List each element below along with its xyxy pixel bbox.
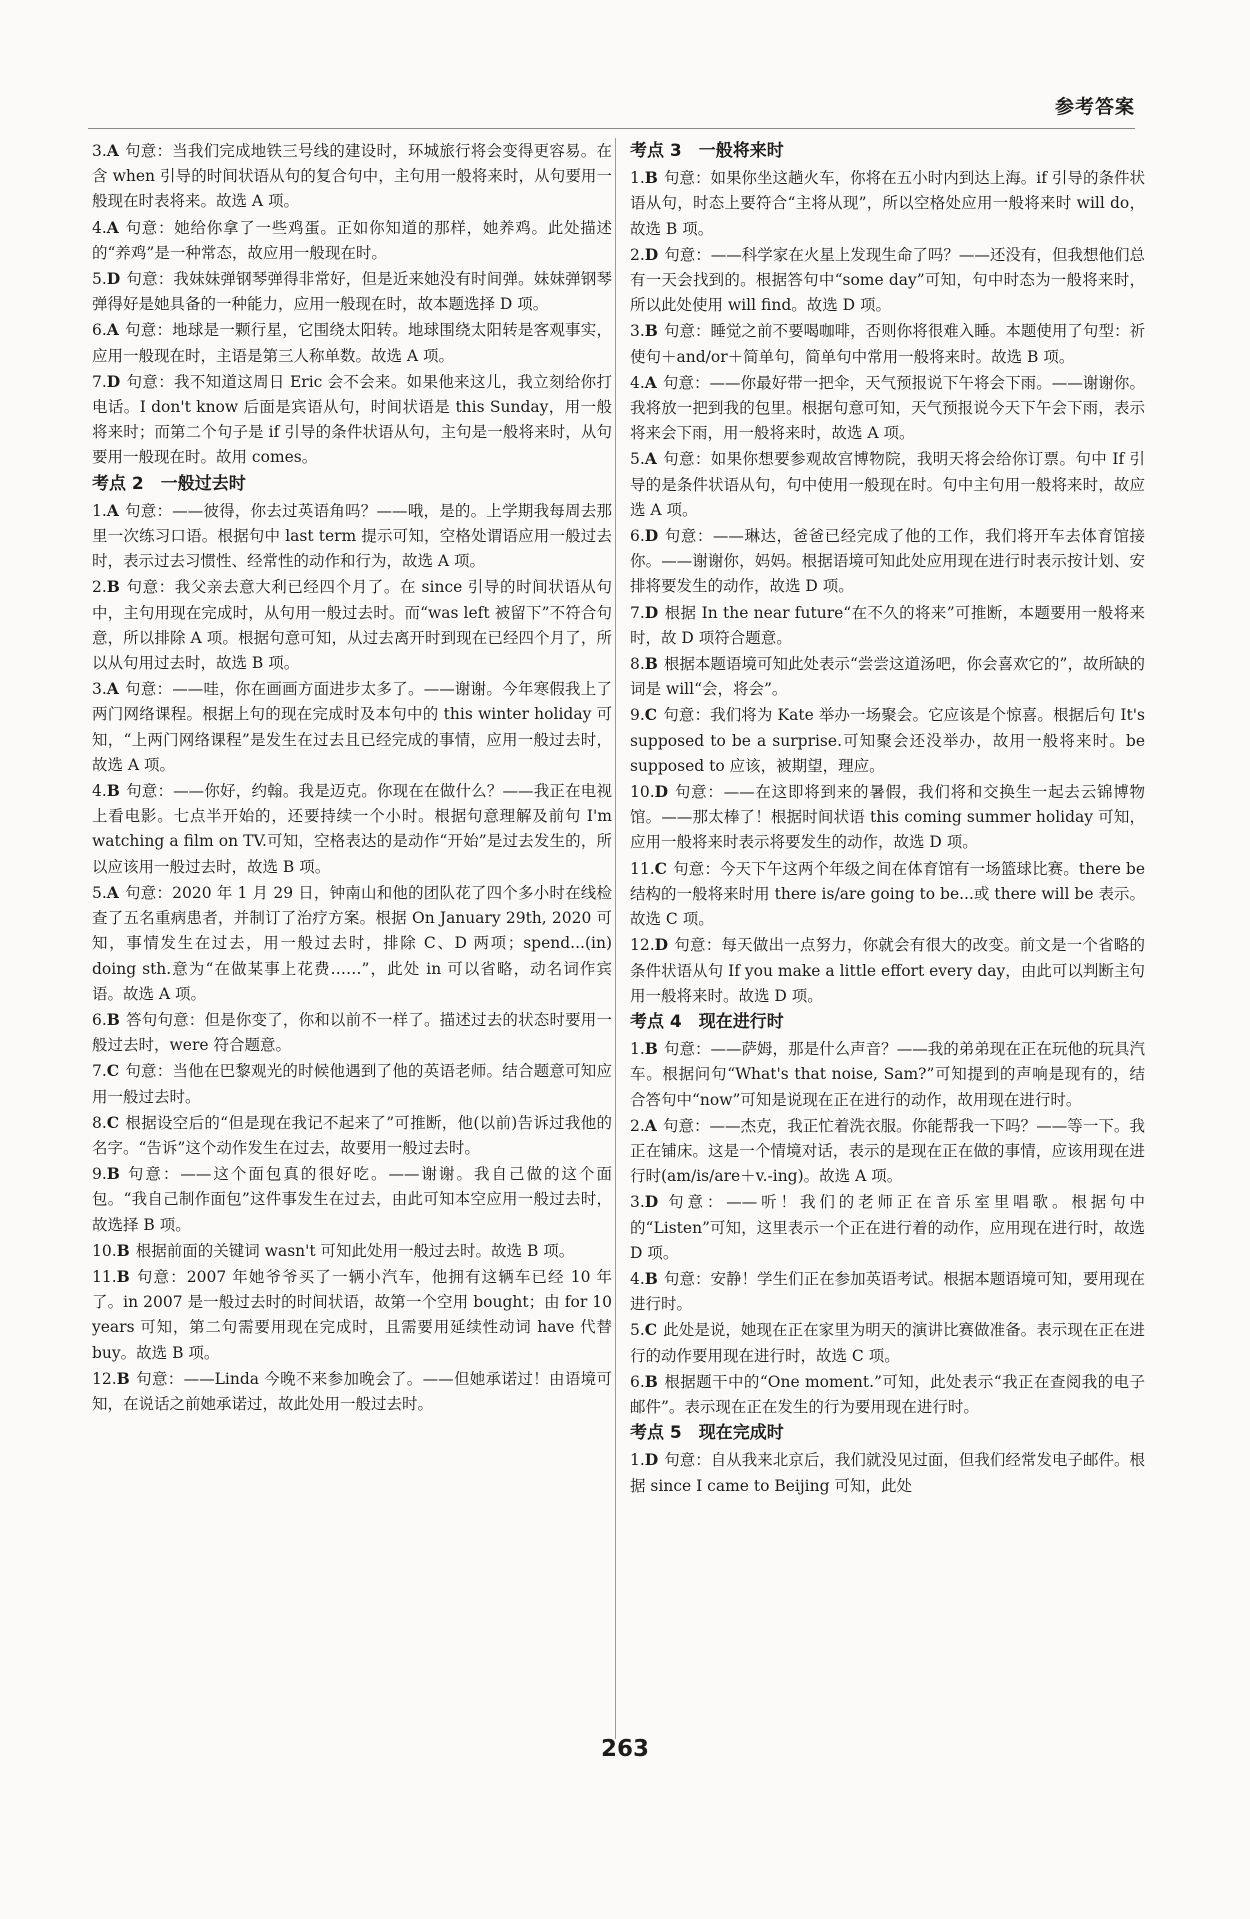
question-number: 4. <box>630 373 645 392</box>
answer-item <box>92 1058 612 1109</box>
answer-letter: A <box>644 372 657 392</box>
explanation-text: 句意：地球是一颗行星，它围绕太阳转。地球围绕太阳转是客观事实，应用一般现在时，主语是第三人称单数。故选 A 项。 <box>92 321 612 365</box>
answer-letter: D <box>106 269 121 289</box>
question-number: 2. <box>630 1116 645 1135</box>
explanation-text: 句意：睡觉之前不要喝咖啡，否则你将很难入睡。本题使用了句型：祈使句＋and/or＋简单句，简单句中常用一般将来时。故选 B 项。 <box>630 322 1145 366</box>
question-number: 9. <box>630 706 645 725</box>
question-number: 3. <box>630 322 645 341</box>
answer-item <box>630 242 1145 319</box>
answer-letter: B <box>644 321 658 341</box>
answer-item <box>630 856 1145 933</box>
explanation-text: 句意：——科学家在火星上发现生命了吗？——还没有，但我想他们总有一天会找到的。根据答句中“some day”可知，句中时态为一般将来时，所以此处使用 will find。故选 D 项。 <box>630 245 1145 315</box>
answer-letter: B <box>106 1164 120 1184</box>
explanation-text: 根据设空后的“但是现在我记不起来了”可推断，他(以前)告诉过我他的名字。“告诉”这个动作发生在过去，故要用一般过去时。 <box>92 1113 612 1157</box>
explanation-text: 此处是说，她现在正在家里为明天的演讲比赛做准备。表示现在正在进行的动作要用现在进行时，故选 C 项。 <box>630 1321 1145 1365</box>
question-number: 2. <box>92 578 107 597</box>
answer-letter: D <box>644 602 659 622</box>
explanation-text: 根据 In the near future“在不久的将来”可推断，本题要用一般将来时，故 D 项符合题意。 <box>630 603 1145 647</box>
answer-item <box>92 880 612 1007</box>
answer-item <box>92 498 612 575</box>
question-number: 1. <box>630 1451 645 1470</box>
answer-item <box>92 778 612 880</box>
answer-item <box>92 1264 612 1366</box>
explanation-text: 句意：2020 年 1 月 29 日，钟南山和他的团队花了四个多小时在线检查了五名重病患者，并制订了治疗方案。根据 On January 29th, 2020 可知，事情发生在过去，用一般过去时，排除 C、D 两项；spend...(in) doing sth.意为“在做某事上花费……”，此处 in 可以省略，动名词作宾语。故选 A 项。 <box>92 883 612 1003</box>
answer-letter: D <box>654 935 669 955</box>
answer-item <box>630 1036 1145 1113</box>
answer-item <box>92 1366 612 1417</box>
answer-item <box>92 1007 612 1058</box>
question-number: 4. <box>92 782 107 801</box>
question-number: 2. <box>630 245 645 264</box>
question-number: 3. <box>630 1193 645 1212</box>
answer-item <box>630 1317 1145 1368</box>
answer-item <box>92 1238 612 1264</box>
answer-item <box>630 932 1145 1009</box>
answer-letter: C <box>644 705 658 725</box>
question-number: 7. <box>630 603 645 622</box>
answer-item <box>630 1189 1145 1266</box>
question-number: 1. <box>92 501 107 520</box>
answer-item <box>630 600 1145 651</box>
explanation-text: 句意：当我们完成地铁三号线的建设时，环城旅行将会变得更容易。在含 when 引导的时间状语从句的复合句中，主句用一般将来时，从句要用一般现在时表将来。故选 A 项。 <box>92 142 612 211</box>
answer-item <box>92 676 612 778</box>
answer-item <box>630 523 1145 600</box>
answer-letter: B <box>644 1371 658 1391</box>
explanation-text: 句意：——哇，你在画画方面进步太多了。——谢谢。今年寒假我上了两门网络课程。根据上句的现在完成时及本句中的 this winter holiday 可知，“上两门网络课程”是发生在过去且已经完成的事情，应用一般过去时，故选 A 项。 <box>92 680 612 774</box>
explanation-text: 句意：——彼得，你去过英语角吗？——哦，是的。上学期我每周去那里一次练习口语。根据句中 last term 提示可知，空格处谓语应用一般过去时，表示过去习惯性、经常性的动作和行为，故选 A 项。 <box>92 501 612 571</box>
question-number: 6. <box>630 527 645 546</box>
question-number: 5. <box>630 1321 645 1340</box>
question-number: 4. <box>92 218 107 237</box>
explanation-text: 句意：如果你想要参观故宫博物院，我明天将会给你订票。句中 If 引导的是条件状语从句，句中使用一般现在时。句中主句用一般将来时，故应选 A 项。 <box>630 450 1145 519</box>
section-heading: 考点 2 一般过去时 <box>92 473 246 494</box>
answer-letter: B <box>106 781 120 801</box>
answer-letter: C <box>106 1112 120 1132</box>
answer-letter: A <box>644 1115 657 1135</box>
answer-item <box>630 1447 1145 1498</box>
question-number: 10. <box>92 1241 117 1260</box>
answer-letter: C <box>654 858 667 878</box>
answer-letter: D <box>644 526 659 546</box>
answer-letter: C <box>644 1320 658 1340</box>
explanation-text: 句意：2007 年她爷爷买了一辆小汽车，他拥有这辆车已经 10 年了。in 2007 是一般过去时的时间状语，故第一个空用 bought；由 for 10 years 可知，第二句需要用现在完成时，且需要用延续性动词 have 代替 buy。故选 B 项。 <box>92 1267 612 1362</box>
answer-item <box>92 1161 612 1238</box>
explanation-text: 句意：她给你拿了一些鸡蛋。正如你知道的那样，她养鸡。此处描述的“养鸡”是一种常态，故应用一般现在时。 <box>92 218 612 262</box>
answer-letter: D <box>106 371 121 391</box>
section-heading: 考点 4 现在进行时 <box>630 1011 784 1032</box>
answer-letter: A <box>106 882 119 902</box>
answer-item <box>630 1369 1145 1420</box>
explanation-text: 句意：我父亲去意大利已经四个月了。在 since 引导的时间状语从句中，主句用现在完成时，从句用一般过去时。而“was left 被留下”不符合句意，所以排除 A 项。根据句意可知，从过去离开时到现在已经四个月了，所以从句用过去时，故选 B 项。 <box>92 578 612 673</box>
page-number: 263 <box>600 1736 649 1762</box>
answer-item <box>630 1266 1145 1317</box>
answer-item <box>92 138 612 215</box>
answer-item <box>92 1110 612 1161</box>
explanation-text: 句意：今天下午这两个年级之间在体育馆有一场篮球比赛。there be 结构的一般将来时用 there is/are going to be...或 there will be 表示。故选 C 项。 <box>630 859 1145 929</box>
explanation-text: 句意：每天做出一点努力，你就会有很大的改变。前文是一个省略的条件状语从句 If you make a little effort every day，由此可以判断主句用一般将来时。故选 D 项。 <box>630 936 1145 1005</box>
answer-letter: D <box>644 244 659 264</box>
answer-item <box>92 215 612 266</box>
explanation-text: 句意：自从我来北京后，我们就没见过面，但我们经常发电子邮件。根据 since I came to Beijing 可知，此处 <box>630 1451 1145 1495</box>
question-number: 1. <box>630 169 645 188</box>
question-number: 6. <box>92 321 107 340</box>
explanation-text: 句意：——听！我们的老师正在音乐室里唱歌。根据句中的“Listen”可知，这里表示一个正在进行着的动作，应用现在进行时，故选 D 项。 <box>630 1193 1145 1262</box>
question-number: 6. <box>630 1372 645 1391</box>
column-divider <box>615 138 616 1739</box>
explanation-text: 句意：当他在巴黎观光的时候他遇到了他的英语老师。结合题意可知应用一般过去时。 <box>92 1062 612 1106</box>
answer-item <box>630 1113 1145 1190</box>
explanation-text: 答句句意：但是你变了，你和以前不一样了。描述过去的状态时要用一般过去时，were 符合题意。 <box>92 1010 612 1055</box>
answer-letter: B <box>644 168 658 188</box>
answer-item <box>630 165 1145 242</box>
answer-item <box>92 266 612 317</box>
question-number: 8. <box>630 655 645 674</box>
answer-letter: B <box>644 1268 658 1288</box>
question-number: 6. <box>92 1010 107 1029</box>
answer-letter: B <box>106 1009 120 1029</box>
explanation-text: 句意：——你好，约翰。我是迈克。你现在在做什么？——我正在电视上看电影。七点半开始的，还要持续一个小时。根据句意理解及前句 I'm watching a film on TV.可知，空格表达的是动作“开始”是过去发生的，所以应该用一般过去时，故选 B 项。 <box>92 782 612 876</box>
question-number: 8. <box>92 1113 107 1132</box>
question-number: 11. <box>92 1267 117 1286</box>
answer-item <box>630 702 1145 779</box>
answer-item <box>630 318 1145 369</box>
explanation-text: 句意：——Linda 今晚不来参加晚会了。——但她承诺过！由语境可知，在说话之前她承诺过，故此处用一般过去时。 <box>92 1369 612 1413</box>
answer-letter: C <box>106 1061 120 1081</box>
question-number: 5. <box>92 883 107 902</box>
right-column <box>630 138 1145 1499</box>
answer-letter: D <box>644 1450 659 1470</box>
question-number: 3. <box>92 142 107 160</box>
explanation-text: 根据本题语境可知此处表示“尝尝这道汤吧，你会喜欢它的”，故所缺的词是 will“会，将会”。 <box>630 655 1145 699</box>
explanation-text: 句意：——你最好带一把伞，天气预报说下午将会下雨。——谢谢你。我将放一把到我的包里。根据句意可知，天气预报说今天下午会下雨，表示将来会下雨，用一般将来时，故选 A 项。 <box>630 373 1145 443</box>
left-column <box>92 138 612 1417</box>
explanation-text: 根据题干中的“One moment.”可知，此处表示“我正在查阅我的电子邮件”。表示现在正在发生的行为要用现在进行时。 <box>630 1372 1145 1416</box>
question-number: 10. <box>630 783 655 802</box>
answer-letter: B <box>644 1039 658 1059</box>
question-number: 7. <box>92 372 107 391</box>
question-number: 5. <box>630 450 645 469</box>
answer-letter: A <box>644 449 657 469</box>
page-header-title: 参考答案 <box>1054 96 1135 118</box>
explanation-text: 句意：——杰克，我正忙着洗衣服。你能帮我一下吗？——等一下。我正在铺床。这是一个情境对话，表示的是现在正在做的事情，应该用现在进行时(am/is/are＋v.-ing)。故选 A 项。 <box>630 1116 1145 1186</box>
explanation-text: 句意：安静！学生们正在参加英语考试。根据本题语境可知，要用现在进行时。 <box>630 1269 1145 1314</box>
explanation-text: 句意：如果你坐这趟火车，你将在五小时内到达上海。if 引导的条件状语从句，时态上要符合“主将从现”，所以空格处应用一般将来时 will do，故选 B 项。 <box>630 169 1145 238</box>
answer-letter: B <box>116 1266 130 1286</box>
header-rule <box>88 128 1135 129</box>
explanation-text: 句意：——在这即将到来的暑假，我们将和交换生一起去云锦博物馆。——那太棒了！根据时间状语 this coming summer holiday 可知，应用一般将来时表示将要发生的动作，故选 D 项。 <box>630 783 1145 852</box>
answer-letter: B <box>106 577 120 597</box>
answer-item <box>92 369 612 471</box>
explanation-text: 句意：——萨姆，那是什么声音？——我的弟弟现在正在玩他的玩具汽车。根据问句“What's that noise, Sam?”可知提到的声响是现有的，结合答句中“now”可知是说现在正在进行的动作，故用现在进行时。 <box>630 1040 1145 1109</box>
answer-letter: A <box>106 320 119 340</box>
question-number: 9. <box>92 1165 107 1184</box>
question-number: 1. <box>630 1040 645 1059</box>
explanation-text: 句意：我们将为 Kate 举办一场聚会。它应该是个惊喜。根据后句 It's supposed to be a surprise.可知聚会还没举办，故用一般将来时。be supposed to 应该，被期望，理应。 <box>630 706 1145 775</box>
answer-letter: A <box>106 141 119 160</box>
answer-letter: B <box>116 1368 130 1388</box>
section-heading: 考点 5 现在完成时 <box>630 1423 784 1444</box>
answer-item <box>630 651 1145 702</box>
question-number: 12. <box>92 1369 117 1388</box>
section-heading: 考点 3 一般将来时 <box>630 141 784 161</box>
answer-letter: B <box>644 654 658 674</box>
answer-letter: B <box>116 1240 130 1260</box>
answer-item <box>630 370 1145 447</box>
explanation-text: 句意：我不知道这周日 Eric 会不会来。如果他来这儿，我立刻给你打电话。I don't know 后面是宾语从句，时间状语是 this Sunday，用一般将来时；而第二个句子是 if 引导的条件状语从句，主句是一般将来时，从句要用一般现在时。故用 comes。 <box>92 372 612 467</box>
explanation-text: 根据前面的关键词 wasn't 可知此处用一般过去时。故选 B 项。 <box>135 1241 575 1260</box>
answer-item <box>92 317 612 368</box>
answer-item <box>630 779 1145 856</box>
explanation-text: 句意：——琳达，爸爸已经完成了他的工作，我们将开车去体育馆接你。——谢谢你，妈妈。根据语境可知此处应用现在进行时表示按计划、安排将要发生的动作，故选 D 项。 <box>630 527 1145 596</box>
question-number: 12. <box>630 936 655 955</box>
question-number: 7. <box>92 1062 107 1081</box>
answer-letter: A <box>106 500 119 520</box>
answer-letter: A <box>106 217 119 237</box>
question-number: 3. <box>92 680 107 699</box>
explanation-text: 句意：——这个面包真的很好吃。——谢谢。我自己做的这个面包。“我自己制作面包”这件事发生在过去，由此可知本空应用一般过去时，故选择 B 项。 <box>92 1165 612 1234</box>
question-number: 5. <box>92 270 107 289</box>
answer-letter: A <box>106 679 119 699</box>
answer-item <box>630 446 1145 523</box>
answer-letter: D <box>644 1192 659 1212</box>
answer-item <box>92 574 612 676</box>
question-number: 4. <box>630 1269 645 1288</box>
explanation-text: 句意：我妹妹弹钢琴弹得非常好，但是近来她没有时间弹。妹妹弹钢琴弹得好是她具备的一种能力，应用一般现在时，故本题选择 D 项。 <box>92 270 612 314</box>
question-number: 11. <box>630 859 655 878</box>
answer-letter: D <box>654 782 669 802</box>
